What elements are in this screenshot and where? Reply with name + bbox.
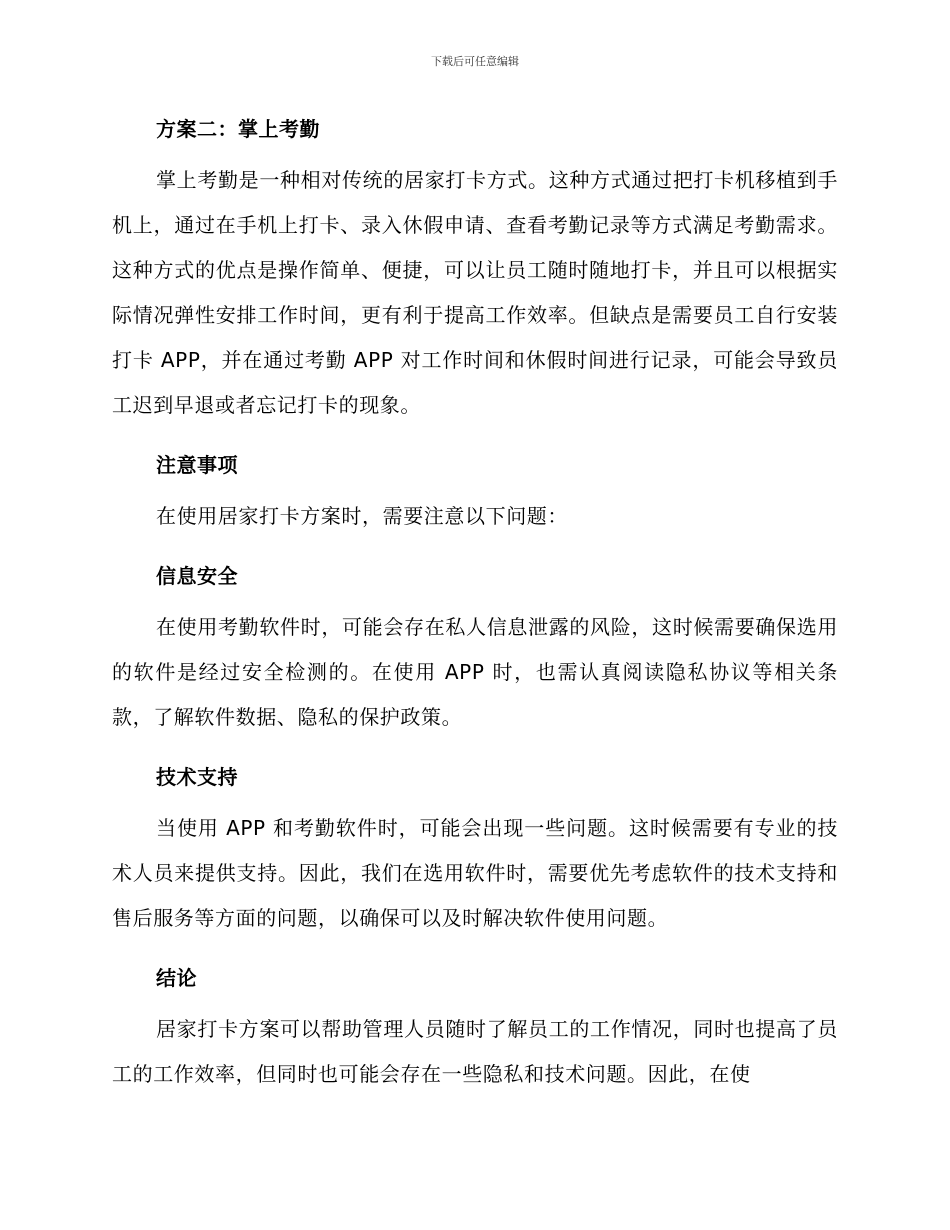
section-heading-plan-two: 方案二：掌上考勤 [156,117,320,141]
section-heading-tech-support: 技术支持 [156,765,238,789]
section-heading-info-security: 信息安全 [156,564,238,588]
section-heading-notes: 注意事项 [156,453,238,477]
paragraph-conclusion: 居家打卡方案可以帮助管理人员随时了解员工的工作情况，同时也提高了员工的工作效率，但同时也可能会存在一些隐私和技术问题。因此，在使 [112,1017,838,1086]
document-body [112,114,838,1097]
paragraph-tech-support: 当使用 APP 和考勤软件时，可能会出现一些问题。这时候需要有专业的技术人员来提供支持。因此，我们在选用软件时，需要优先考虑软件的技术支持和售后服务等方面的问题，以确保可以及时解决软件使用问题。 [112,816,838,930]
paragraph-plan-two: 掌上考勤是一种相对传统的居家打卡方式。这种方式通过把打卡机移植到手机上，通过在手机上打卡、录入休假申请、查看考勤记录等方式满足考勤需求。这种方式的优点是操作简单、便捷，可以让员工随时随地打卡，并且可以根据实际情况弹性安排工作时间，更有利于提高工作效率。但缺点是需要员工自行安装打卡 APP，并在通过考勤 APP 对工作时间和休假时间进行记录，可能会导致员工迟到早退或者忘记打卡的现象。 [112,168,838,417]
paragraph-notes: 在使用居家打卡方案时，需要注意以下问题： [156,504,568,528]
page-header: 下载后可任意编辑 [431,55,519,68]
paragraph-info-security: 在使用考勤软件时，可能会存在私人信息泄露的风险，这时候需要确保选用的软件是经过安全检测的。在使用 APP 时，也需认真阅读隐私协议等相关条款，了解软件数据、隐私的保护政策。 [112,615,838,729]
section-heading-conclusion: 结论 [156,966,197,990]
